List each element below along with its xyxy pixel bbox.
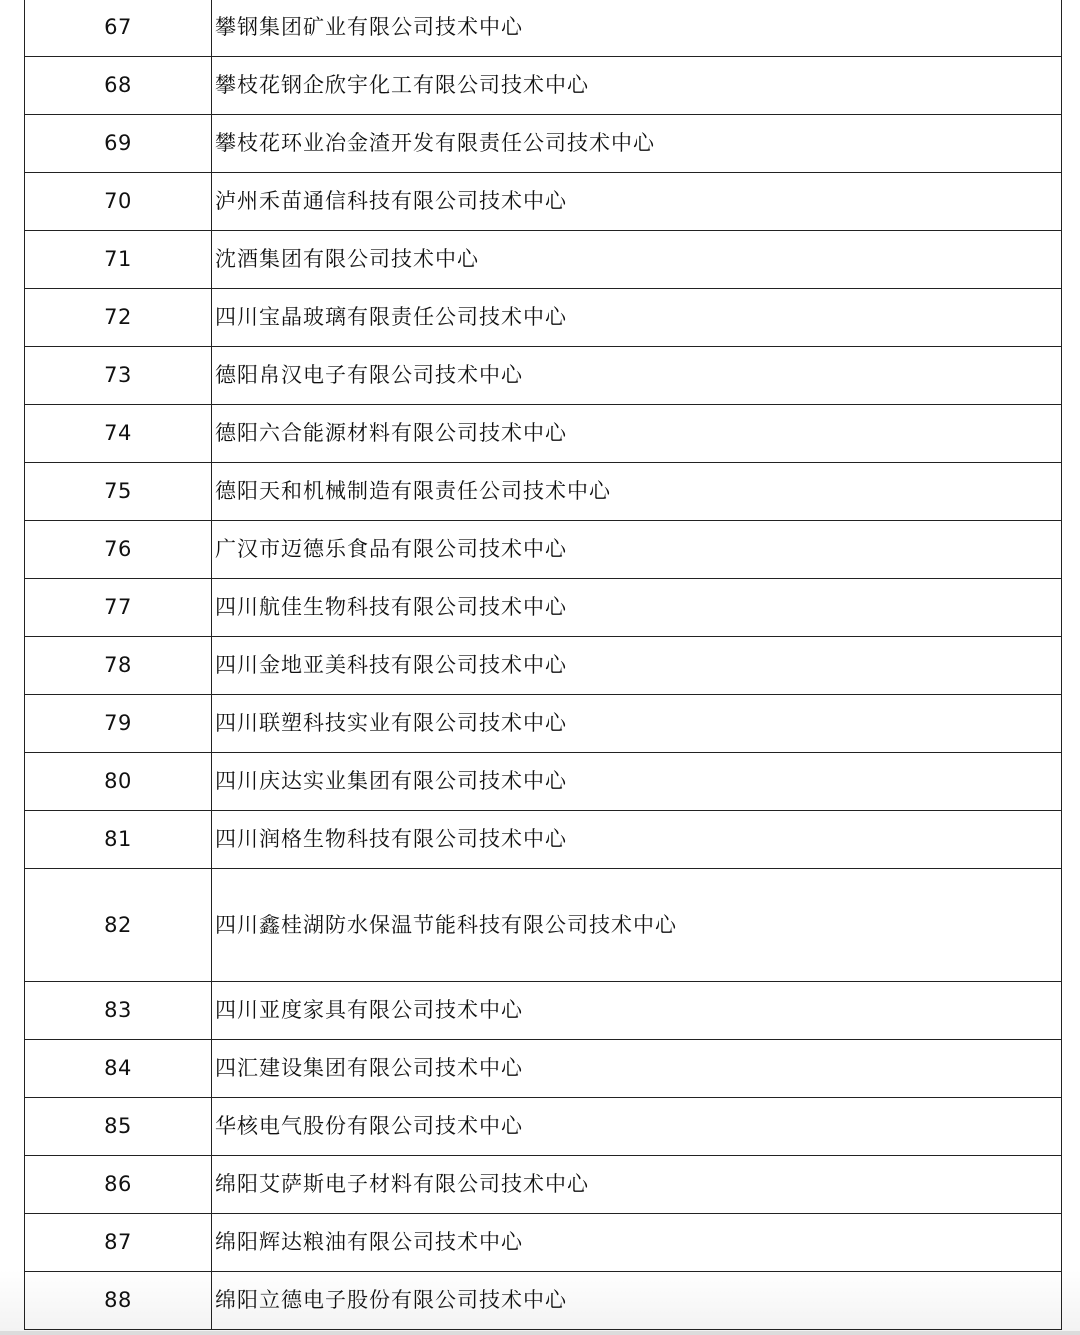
table-row: [25, 231, 1062, 289]
company-name: 德阳天和机械制造有限责任公司技术中心: [212, 463, 1062, 521]
company-name: 攀钢集团矿业有限公司技术中心: [212, 0, 1062, 57]
row-number: 67: [25, 0, 212, 57]
table-row: [25, 289, 1062, 347]
company-name: 绵阳艾萨斯电子材料有限公司技术中心: [212, 1156, 1062, 1214]
row-number: 80: [25, 753, 212, 811]
table-row: [25, 982, 1062, 1040]
table-row: [25, 753, 1062, 811]
row-number: 70: [25, 173, 212, 231]
table-row: [25, 1040, 1062, 1098]
table-row: [25, 1098, 1062, 1156]
table-row: [25, 637, 1062, 695]
table-row: [25, 869, 1062, 982]
company-name: 广汉市迈德乐食品有限公司技术中心: [212, 521, 1062, 579]
company-name: 四川联塑科技实业有限公司技术中心: [212, 695, 1062, 753]
company-name: 绵阳辉达粮油有限公司技术中心: [212, 1214, 1062, 1272]
company-name: 德阳六合能源材料有限公司技术中心: [212, 405, 1062, 463]
company-name: 四川宝晶玻璃有限责任公司技术中心: [212, 289, 1062, 347]
row-number: 84: [25, 1040, 212, 1098]
table-row: [25, 57, 1062, 115]
table-row: [25, 0, 1062, 57]
company-name: 绵阳立德电子股份有限公司技术中心: [212, 1272, 1062, 1330]
table-row: [25, 1156, 1062, 1214]
company-name: 华核电气股份有限公司技术中心: [212, 1098, 1062, 1156]
company-name: 四川鑫桂湖防水保温节能科技有限公司技术中心: [212, 869, 1062, 982]
row-number: 71: [25, 231, 212, 289]
company-name: 四川金地亚美科技有限公司技术中心: [212, 637, 1062, 695]
row-number: 77: [25, 579, 212, 637]
row-number: 73: [25, 347, 212, 405]
table-row: [25, 1272, 1062, 1330]
company-name: 四川航佳生物科技有限公司技术中心: [212, 579, 1062, 637]
company-name: 四川庆达实业集团有限公司技术中心: [212, 753, 1062, 811]
row-number: 74: [25, 405, 212, 463]
row-number: 86: [25, 1156, 212, 1214]
table-row: [25, 405, 1062, 463]
row-number: 83: [25, 982, 212, 1040]
row-number: 76: [25, 521, 212, 579]
company-name: 攀枝花钢企欣宇化工有限公司技术中心: [212, 57, 1062, 115]
table-row: [25, 173, 1062, 231]
row-number: 81: [25, 811, 212, 869]
company-table: [24, 0, 1062, 1330]
table-row: [25, 695, 1062, 753]
company-name: 四川亚度家具有限公司技术中心: [212, 982, 1062, 1040]
row-number: 87: [25, 1214, 212, 1272]
table-row: [25, 579, 1062, 637]
table-row: [25, 347, 1062, 405]
company-name: 四川润格生物科技有限公司技术中心: [212, 811, 1062, 869]
row-number: 85: [25, 1098, 212, 1156]
company-name: 攀枝花环业冶金渣开发有限责任公司技术中心: [212, 115, 1062, 173]
company-name: 四汇建设集团有限公司技术中心: [212, 1040, 1062, 1098]
table-row: [25, 521, 1062, 579]
company-name: 泸州禾苗通信科技有限公司技术中心: [212, 173, 1062, 231]
row-number: 78: [25, 637, 212, 695]
row-number: 69: [25, 115, 212, 173]
table-row: [25, 115, 1062, 173]
page-edge-shadow: [0, 1331, 1080, 1335]
company-name: 沈酒集团有限公司技术中心: [212, 231, 1062, 289]
table-row: [25, 463, 1062, 521]
company-name: 德阳帛汉电子有限公司技术中心: [212, 347, 1062, 405]
row-number: 68: [25, 57, 212, 115]
row-number: 75: [25, 463, 212, 521]
row-number: 88: [25, 1272, 212, 1330]
row-number: 82: [25, 869, 212, 982]
table-row: [25, 1214, 1062, 1272]
row-number: 79: [25, 695, 212, 753]
table-row: [25, 811, 1062, 869]
row-number: 72: [25, 289, 212, 347]
